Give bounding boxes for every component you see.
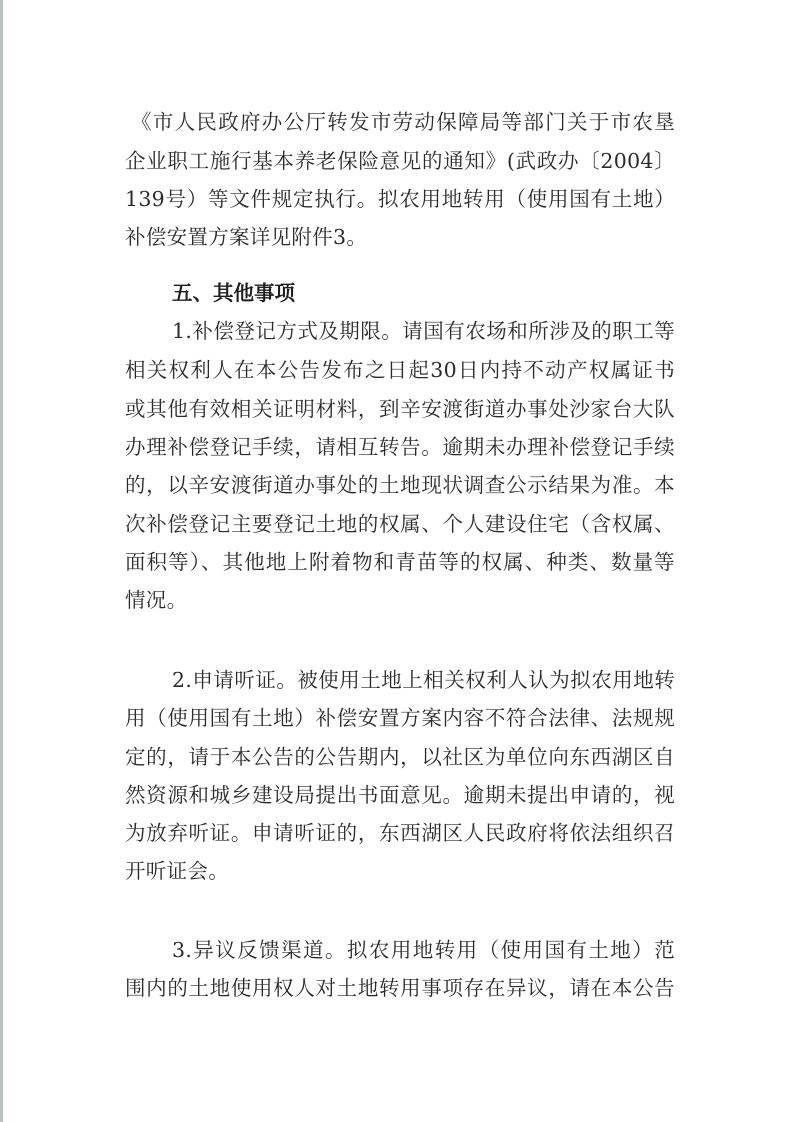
text-line: 开听证会。 [125,859,229,883]
text-line: 办理补偿登记手续，请相互转告。逾期未办理补偿登记手续 [125,435,675,459]
scan-edge [0,0,3,1122]
text-line: 次补偿登记主要登记土地的权属、个人建设住宅（含权属、 [125,512,675,536]
text-line: 补偿安置方案详见附件3。 [125,225,368,249]
text-line: 3.异议反馈渠道。拟农用地转用（使用国有土地）范 [172,938,675,962]
text-line: 的，以辛安渡街道办事处的土地现状调查公示结果为准。本 [125,473,675,497]
text-line: 用（使用国有土地）补偿安置方案内容不符合法律、法规规 [125,706,675,730]
text-line: 或其他有效相关证明材料，到辛安渡街道办事处沙家台大队 [125,397,675,421]
text-line: 《市人民政府办公厅转发市劳动保障局等部门关于市农垦 [131,110,675,134]
text-line: 面积等）、其他地上附着物和青苗等的权属、种类、数量等 [125,550,675,574]
text-line: 为放弃听证。申请听证的，东西湖区人民政府将依法组织召 [125,821,675,845]
text-line: 情况。 [125,588,188,612]
text-line: 139号）等文件规定执行。拟农用地转用（使用国有土地） [125,187,675,211]
text-line: 1.补偿登记方式及期限。请国有农场和所涉及的职工等 [172,319,675,343]
section-heading: 五、其他事项 [172,281,295,305]
text-line: 围内的土地使用权人对土地转用事项存在异议，请在本公告 [125,976,675,1000]
text-line: 然资源和城乡建设局提出书面意见。逾期未提出申请的，视 [125,783,675,807]
text-line: 2.申请听证。被使用土地上相关权利人认为拟农用地转 [172,668,675,692]
text-line: 相关权利人在本公告发布之日起30日内持不动产权属证书 [125,358,675,382]
text-line: 定的，请于本公告的公告期内，以社区为单位向东西湖区自 [125,745,675,769]
text-line: 企业职工施行基本养老保险意见的通知》(武政办〔2004〕 [125,149,675,173]
